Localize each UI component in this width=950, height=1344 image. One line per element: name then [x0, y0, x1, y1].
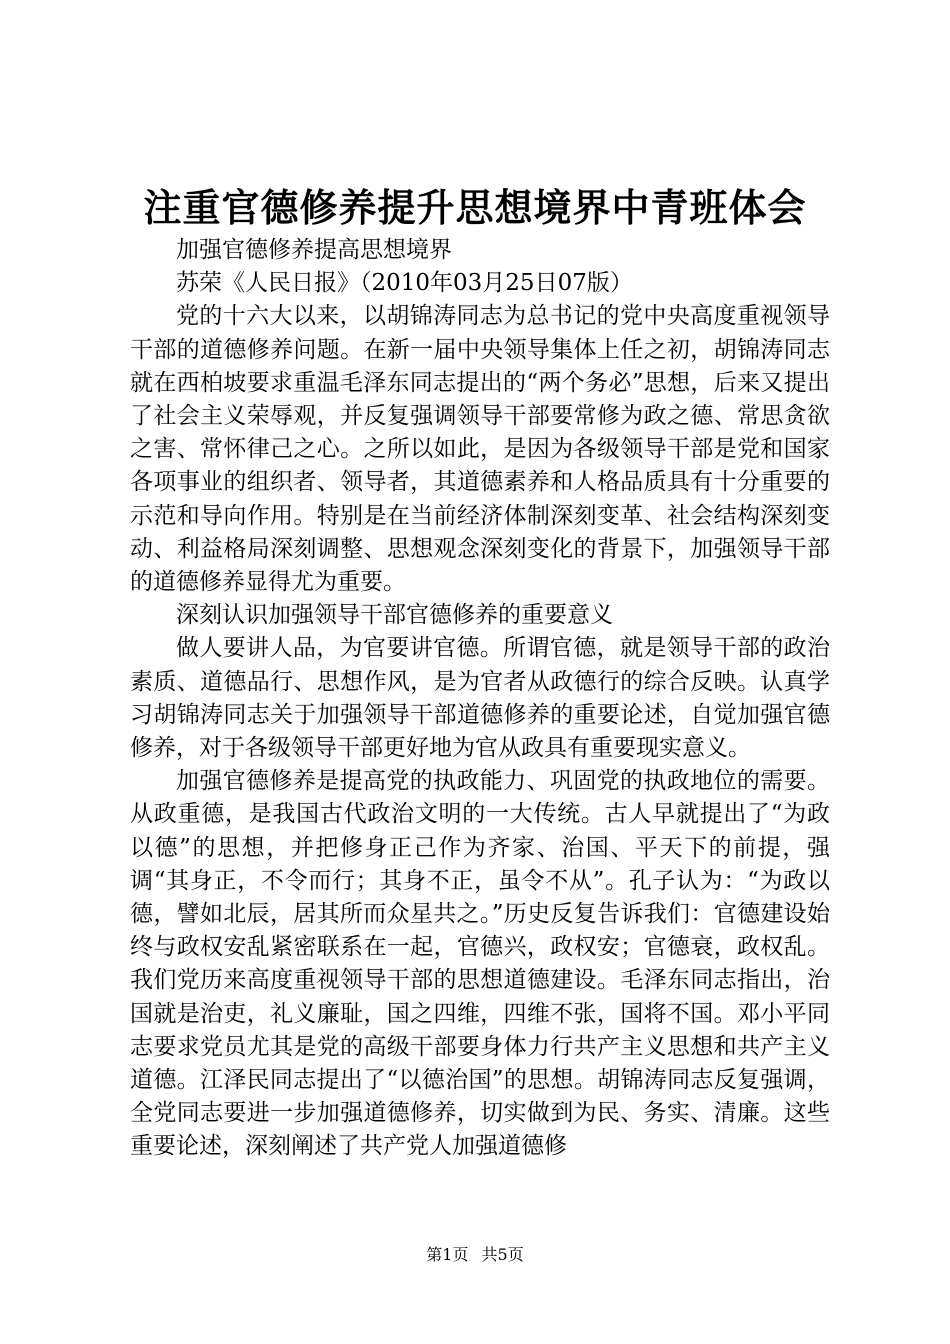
document-body — [130, 234, 830, 1164]
body-paragraph: 做人要讲人品，为官要讲官德。所谓官德，就是领导干部的政治素质、道德品行、思想作风，是为官者从政德行的综合反映。认真学习胡锦涛同志关于加强领导干部道德修养的重要论述，自觉加强官德修养，对于各级领导干部更好地为官从政具有重要现实意义。 — [130, 635, 830, 762]
page-number: 第1页 — [426, 1245, 469, 1264]
page-total: 共5页 — [481, 1245, 524, 1264]
body-paragraph: 加强官德修养是提高党的执政能力、巩固党的执政地位的需要。从政重德，是我国古代政治文明的一大传统。古人早就提出了“为政以德”的思想，并把修身正己作为齐家、治国、平天下的前提，强调“其身正，不令而行；其身不正，虽令不从”。孔子认为：“为政以德，譬如北辰，居其所而众星共之。”历史反复告诉我们：官德建设始终与政权安乱紧密联系在一起，官德兴，政权安；官德衰，政权乱。我们党历来高度重视领导干部的思想道德建设。毛泽东同志指出，治国就是治吏，礼义廉耻，国之四维，四维不张，国将不国。邓小平同志要求党员尤其是党的高级干部要身体力行共产主义思想和共产主义道德。江泽民同志提出了“以德治国”的思想。胡锦涛同志反复强调，全党同志要进一步加强道德修养，切实做到为民、务实、清廉。这些重要论述，深刻阐述了共产党人加强道德修 — [130, 768, 830, 1160]
section-heading: 深刻认识加强领导干部官德修养的重要意义 — [176, 602, 613, 629]
subtitle-paragraph: 加强官德修养提高思想境界 — [176, 237, 452, 263]
source-line: 苏荣《人民日报》（2010年03月25日07版） — [176, 270, 633, 297]
page-footer — [0, 1244, 950, 1266]
document-title: 注重官德修养提升思想境界中青班体会 — [143, 185, 807, 230]
body-paragraph: 党的十六大以来，以胡锦涛同志为总书记的党中央高度重视领导干部的道德修养问题。在新一届中央领导集体上任之初，胡锦涛同志就在西柏坡要求重温毛泽东同志提出的“两个务必”思想，后来又提出了社会主义荣辱观，并反复强调领导干部要常修为政之德、常思贪欲之害、常怀律己之心。之所以如此，是因为各级领导干部是党和国家各项事业的组织者、领导者，其道德素养和人格品质具有十分重要的示范和导向作用。特别是在当前经济体制深刻变革、社会结构深刻变动、利益格局深刻调整、思想观念深刻变化的背景下，加强领导干部的道德修养显得尤为重要。 — [130, 303, 830, 596]
